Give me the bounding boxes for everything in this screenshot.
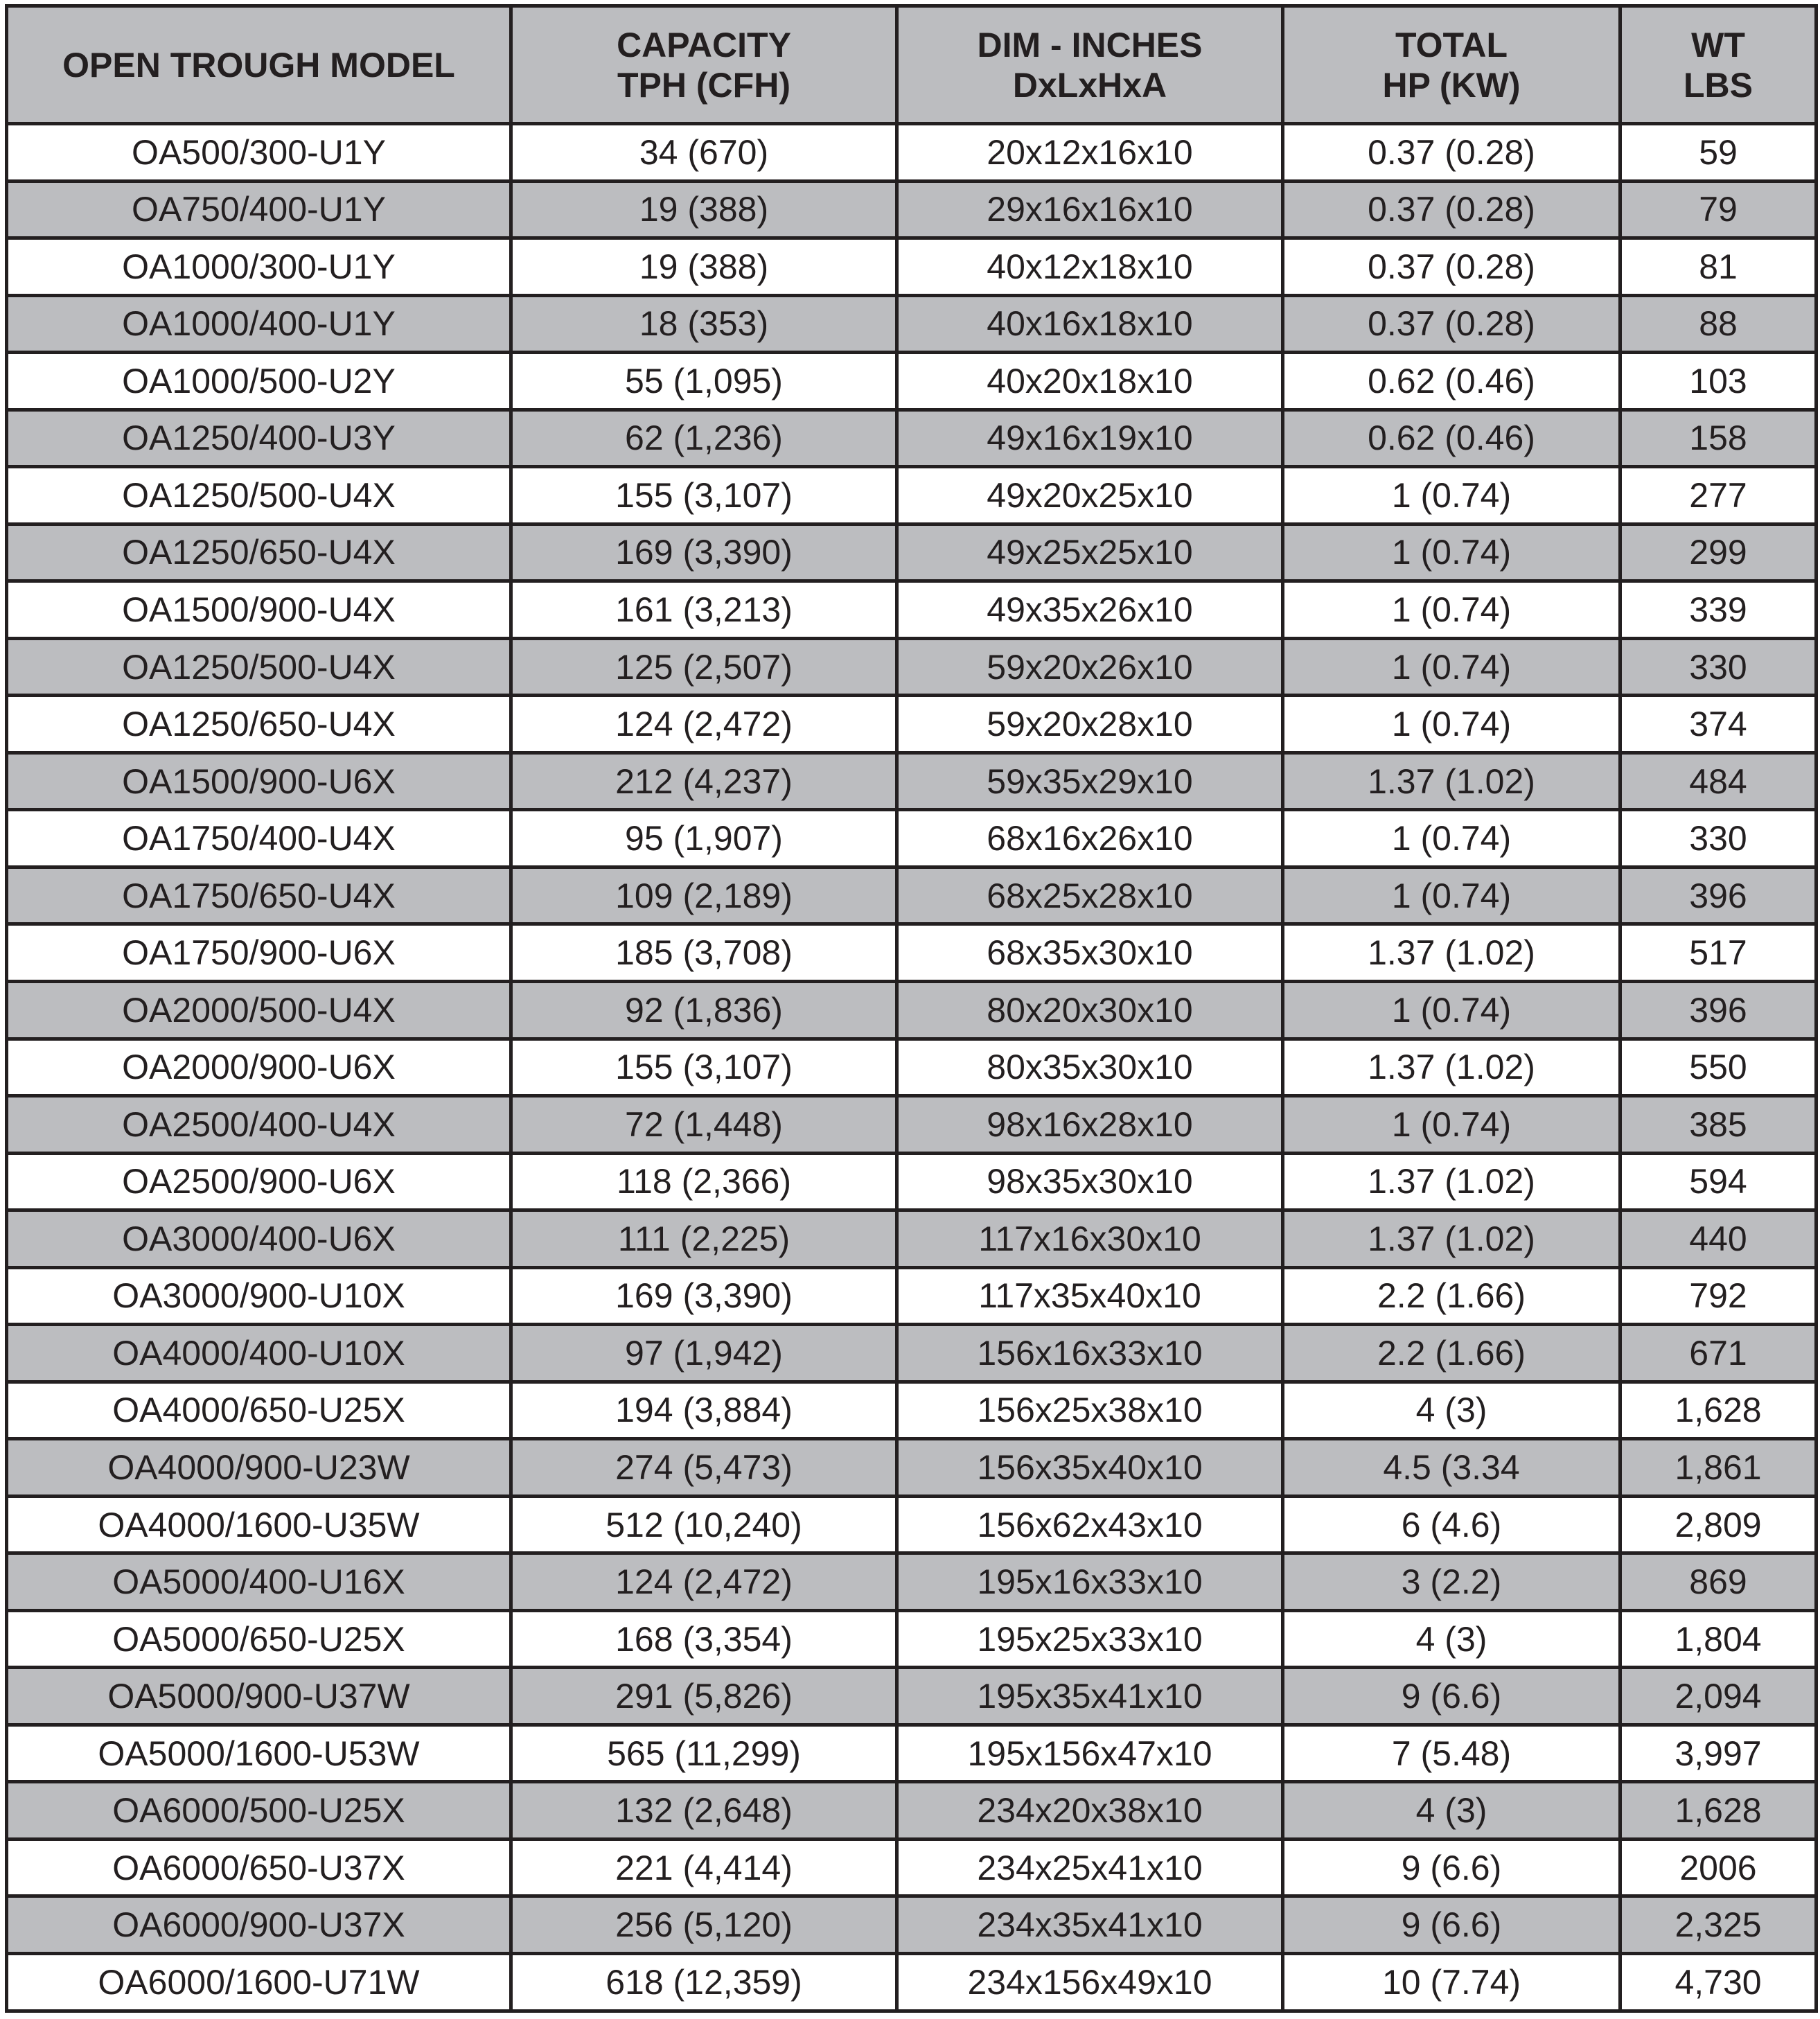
cell-capacity: 118 (2,366) bbox=[511, 1153, 897, 1210]
cell-dimensions: 20x12x16x10 bbox=[897, 124, 1283, 182]
cell-capacity: 161 (3,213) bbox=[511, 581, 897, 639]
cell-dimensions: 117x16x30x10 bbox=[897, 1210, 1283, 1268]
cell-weight: 385 bbox=[1620, 1096, 1817, 1154]
cell-total-hp: 9 (6.6) bbox=[1283, 1668, 1620, 1725]
cell-weight: 2,809 bbox=[1620, 1496, 1817, 1553]
table-row bbox=[7, 1496, 1817, 1553]
table-row bbox=[7, 467, 1817, 524]
cell-weight: 2,094 bbox=[1620, 1668, 1817, 1725]
cell-weight: 1,861 bbox=[1620, 1439, 1817, 1497]
table-body bbox=[7, 124, 1817, 2011]
cell-weight: 792 bbox=[1620, 1267, 1817, 1325]
cell-weight: 299 bbox=[1620, 524, 1817, 581]
cell-capacity: 124 (2,472) bbox=[511, 1553, 897, 1611]
cell-model: OA4000/1600-U35W bbox=[7, 1496, 511, 1553]
cell-total-hp: 7 (5.48) bbox=[1283, 1725, 1620, 1782]
cell-total-hp: 4 (3) bbox=[1283, 1382, 1620, 1439]
cell-total-hp: 2.2 (1.66) bbox=[1283, 1267, 1620, 1325]
cell-dimensions: 98x16x28x10 bbox=[897, 1096, 1283, 1154]
table-row bbox=[7, 1725, 1817, 1782]
cell-capacity: 125 (2,507) bbox=[511, 638, 897, 696]
cell-capacity: 256 (5,120) bbox=[511, 1896, 897, 1954]
cell-total-hp: 1 (0.74) bbox=[1283, 981, 1620, 1039]
cell-model: OA2500/400-U4X bbox=[7, 1096, 511, 1154]
cell-model: OA1000/300-U1Y bbox=[7, 238, 511, 296]
cell-dimensions: 80x20x30x10 bbox=[897, 981, 1283, 1039]
header-capacity-line: TPH (CFH) bbox=[617, 65, 790, 105]
table-row bbox=[7, 1782, 1817, 1840]
cell-dimensions: 156x62x43x10 bbox=[897, 1496, 1283, 1553]
cell-capacity: 274 (5,473) bbox=[511, 1439, 897, 1497]
cell-capacity: 618 (12,359) bbox=[511, 1954, 897, 2011]
table-row bbox=[7, 924, 1817, 982]
cell-weight: 517 bbox=[1620, 924, 1817, 982]
cell-model: OA750/400-U1Y bbox=[7, 181, 511, 238]
cell-weight: 2006 bbox=[1620, 1839, 1817, 1896]
table-row bbox=[7, 981, 1817, 1039]
cell-capacity: 111 (2,225) bbox=[511, 1210, 897, 1268]
cell-model: OA1000/500-U2Y bbox=[7, 353, 511, 410]
cell-weight: 88 bbox=[1620, 295, 1817, 353]
cell-dimensions: 98x35x30x10 bbox=[897, 1153, 1283, 1210]
cell-model: OA2000/900-U6X bbox=[7, 1039, 511, 1096]
cell-dimensions: 156x25x38x10 bbox=[897, 1382, 1283, 1439]
cell-model: OA5000/1600-U53W bbox=[7, 1725, 511, 1782]
cell-capacity: 19 (388) bbox=[511, 238, 897, 296]
table-row bbox=[7, 638, 1817, 696]
cell-total-hp: 1 (0.74) bbox=[1283, 1096, 1620, 1154]
cell-weight: 396 bbox=[1620, 981, 1817, 1039]
cell-total-hp: 0.37 (0.28) bbox=[1283, 238, 1620, 296]
cell-dimensions: 40x12x18x10 bbox=[897, 238, 1283, 296]
table-row bbox=[7, 1553, 1817, 1611]
cell-model: OA3000/900-U10X bbox=[7, 1267, 511, 1325]
cell-model: OA6000/650-U37X bbox=[7, 1839, 511, 1896]
header-open-trough-model-line: OPEN TROUGH MODEL bbox=[62, 45, 455, 85]
cell-total-hp: 1.37 (1.02) bbox=[1283, 752, 1620, 810]
cell-capacity: 155 (3,107) bbox=[511, 467, 897, 524]
cell-capacity: 132 (2,648) bbox=[511, 1782, 897, 1840]
cell-weight: 330 bbox=[1620, 638, 1817, 696]
cell-model: OA1250/650-U4X bbox=[7, 696, 511, 753]
header-capacity bbox=[511, 6, 897, 124]
cell-model: OA1000/400-U1Y bbox=[7, 295, 511, 353]
cell-total-hp: 4 (3) bbox=[1283, 1782, 1620, 1840]
cell-capacity: 109 (2,189) bbox=[511, 867, 897, 924]
cell-dimensions: 29x16x16x10 bbox=[897, 181, 1283, 238]
cell-weight: 440 bbox=[1620, 1210, 1817, 1268]
cell-capacity: 169 (3,390) bbox=[511, 524, 897, 581]
table-row bbox=[7, 1325, 1817, 1382]
cell-capacity: 95 (1,907) bbox=[511, 810, 897, 867]
cell-total-hp: 1 (0.74) bbox=[1283, 867, 1620, 924]
cell-capacity: 194 (3,884) bbox=[511, 1382, 897, 1439]
cell-model: OA1750/400-U4X bbox=[7, 810, 511, 867]
table-row bbox=[7, 1382, 1817, 1439]
cell-capacity: 155 (3,107) bbox=[511, 1039, 897, 1096]
cell-capacity: 291 (5,826) bbox=[511, 1668, 897, 1725]
cell-capacity: 169 (3,390) bbox=[511, 1267, 897, 1325]
cell-weight: 550 bbox=[1620, 1039, 1817, 1096]
table-row bbox=[7, 124, 1817, 182]
table-row bbox=[7, 181, 1817, 238]
cell-model: OA3000/400-U6X bbox=[7, 1210, 511, 1268]
table-row bbox=[7, 752, 1817, 810]
header-capacity-line: CAPACITY bbox=[617, 25, 791, 64]
header-dimensions-line: DxLxHxA bbox=[1012, 65, 1167, 105]
cell-total-hp: 1 (0.74) bbox=[1283, 696, 1620, 753]
table-row bbox=[7, 1210, 1817, 1268]
cell-weight: 59 bbox=[1620, 124, 1817, 182]
cell-weight: 1,628 bbox=[1620, 1382, 1817, 1439]
cell-capacity: 97 (1,942) bbox=[511, 1325, 897, 1382]
table-row bbox=[7, 581, 1817, 639]
cell-capacity: 512 (10,240) bbox=[511, 1496, 897, 1553]
cell-total-hp: 0.37 (0.28) bbox=[1283, 295, 1620, 353]
cell-weight: 396 bbox=[1620, 867, 1817, 924]
cell-dimensions: 49x25x25x10 bbox=[897, 524, 1283, 581]
cell-dimensions: 195x25x33x10 bbox=[897, 1610, 1283, 1668]
cell-total-hp: 0.62 (0.46) bbox=[1283, 409, 1620, 467]
cell-dimensions: 234x25x41x10 bbox=[897, 1839, 1283, 1896]
cell-total-hp: 1.37 (1.02) bbox=[1283, 1210, 1620, 1268]
cell-total-hp: 6 (4.6) bbox=[1283, 1496, 1620, 1553]
cell-dimensions: 234x20x38x10 bbox=[897, 1782, 1283, 1840]
cell-dimensions: 68x25x28x10 bbox=[897, 867, 1283, 924]
cell-model: OA1250/650-U4X bbox=[7, 524, 511, 581]
cell-weight: 1,804 bbox=[1620, 1610, 1817, 1668]
cell-dimensions: 195x35x41x10 bbox=[897, 1668, 1283, 1725]
cell-total-hp: 1 (0.74) bbox=[1283, 810, 1620, 867]
cell-capacity: 62 (1,236) bbox=[511, 409, 897, 467]
table-row bbox=[7, 1668, 1817, 1725]
cell-weight: 869 bbox=[1620, 1553, 1817, 1611]
cell-capacity: 18 (353) bbox=[511, 295, 897, 353]
table-row bbox=[7, 1896, 1817, 1954]
cell-total-hp: 4 (3) bbox=[1283, 1610, 1620, 1668]
cell-weight: 671 bbox=[1620, 1325, 1817, 1382]
cell-model: OA6000/1600-U71W bbox=[7, 1954, 511, 2011]
header-row bbox=[7, 6, 1817, 124]
header-weight-line: LBS bbox=[1684, 65, 1753, 105]
cell-total-hp: 3 (2.2) bbox=[1283, 1553, 1620, 1611]
cell-model: OA5000/400-U16X bbox=[7, 1553, 511, 1611]
cell-dimensions: 195x16x33x10 bbox=[897, 1553, 1283, 1611]
cell-dimensions: 68x16x26x10 bbox=[897, 810, 1283, 867]
header-total-hp-line: HP (KW) bbox=[1382, 65, 1521, 105]
header-total-hp-line: TOTAL bbox=[1395, 25, 1508, 64]
cell-total-hp: 1.37 (1.02) bbox=[1283, 924, 1620, 982]
cell-total-hp: 9 (6.6) bbox=[1283, 1896, 1620, 1954]
header-weight-line: WT bbox=[1691, 25, 1745, 64]
cell-model: OA4000/400-U10X bbox=[7, 1325, 511, 1382]
table-header bbox=[7, 6, 1817, 124]
cell-dimensions: 49x35x26x10 bbox=[897, 581, 1283, 639]
header-dimensions-line: DIM - INCHES bbox=[977, 25, 1203, 64]
table-row bbox=[7, 353, 1817, 410]
cell-total-hp: 0.37 (0.28) bbox=[1283, 181, 1620, 238]
cell-total-hp: 1 (0.74) bbox=[1283, 581, 1620, 639]
header-dimensions bbox=[897, 6, 1283, 124]
cell-weight: 374 bbox=[1620, 696, 1817, 753]
cell-dimensions: 234x35x41x10 bbox=[897, 1896, 1283, 1954]
table-row bbox=[7, 1096, 1817, 1154]
cell-capacity: 92 (1,836) bbox=[511, 981, 897, 1039]
cell-model: OA500/300-U1Y bbox=[7, 124, 511, 182]
cell-model: OA1250/500-U4X bbox=[7, 638, 511, 696]
cell-model: OA1500/900-U4X bbox=[7, 581, 511, 639]
cell-model: OA5000/650-U25X bbox=[7, 1610, 511, 1668]
cell-weight: 158 bbox=[1620, 409, 1817, 467]
table-row bbox=[7, 295, 1817, 353]
cell-dimensions: 59x20x26x10 bbox=[897, 638, 1283, 696]
cell-total-hp: 1 (0.74) bbox=[1283, 467, 1620, 524]
table-row bbox=[7, 810, 1817, 867]
header-open-trough-model bbox=[7, 6, 511, 124]
cell-capacity: 124 (2,472) bbox=[511, 696, 897, 753]
table-row bbox=[7, 1839, 1817, 1896]
cell-capacity: 19 (388) bbox=[511, 181, 897, 238]
cell-weight: 594 bbox=[1620, 1153, 1817, 1210]
cell-dimensions: 234x156x49x10 bbox=[897, 1954, 1283, 2011]
cell-model: OA2000/500-U4X bbox=[7, 981, 511, 1039]
cell-dimensions: 156x16x33x10 bbox=[897, 1325, 1283, 1382]
cell-dimensions: 156x35x40x10 bbox=[897, 1439, 1283, 1497]
cell-model: OA5000/900-U37W bbox=[7, 1668, 511, 1725]
cell-model: OA4000/900-U23W bbox=[7, 1439, 511, 1497]
cell-weight: 330 bbox=[1620, 810, 1817, 867]
cell-total-hp: 2.2 (1.66) bbox=[1283, 1325, 1620, 1382]
cell-total-hp: 1 (0.74) bbox=[1283, 524, 1620, 581]
open-trough-spec-table bbox=[5, 4, 1818, 2013]
cell-weight: 4,730 bbox=[1620, 1954, 1817, 2011]
cell-capacity: 72 (1,448) bbox=[511, 1096, 897, 1154]
cell-capacity: 34 (670) bbox=[511, 124, 897, 182]
cell-weight: 3,997 bbox=[1620, 1725, 1817, 1782]
cell-model: OA4000/650-U25X bbox=[7, 1382, 511, 1439]
cell-total-hp: 10 (7.74) bbox=[1283, 1954, 1620, 2011]
cell-model: OA2500/900-U6X bbox=[7, 1153, 511, 1210]
table-row bbox=[7, 1610, 1817, 1668]
cell-dimensions: 49x16x19x10 bbox=[897, 409, 1283, 467]
table-row bbox=[7, 867, 1817, 924]
table-row bbox=[7, 409, 1817, 467]
cell-dimensions: 59x20x28x10 bbox=[897, 696, 1283, 753]
table-row bbox=[7, 524, 1817, 581]
cell-weight: 2,325 bbox=[1620, 1896, 1817, 1954]
cell-capacity: 221 (4,414) bbox=[511, 1839, 897, 1896]
cell-total-hp: 4.5 (3.34 bbox=[1283, 1439, 1620, 1497]
cell-dimensions: 117x35x40x10 bbox=[897, 1267, 1283, 1325]
cell-weight: 1,628 bbox=[1620, 1782, 1817, 1840]
cell-total-hp: 0.37 (0.28) bbox=[1283, 124, 1620, 182]
cell-capacity: 565 (11,299) bbox=[511, 1725, 897, 1782]
table-row bbox=[7, 696, 1817, 753]
header-total-hp bbox=[1283, 6, 1620, 124]
cell-weight: 103 bbox=[1620, 353, 1817, 410]
cell-model: OA6000/900-U37X bbox=[7, 1896, 511, 1954]
table-row bbox=[7, 1954, 1817, 2011]
table-row bbox=[7, 1439, 1817, 1497]
cell-dimensions: 40x20x18x10 bbox=[897, 353, 1283, 410]
cell-total-hp: 1 (0.74) bbox=[1283, 638, 1620, 696]
table-row bbox=[7, 1267, 1817, 1325]
table-row bbox=[7, 1039, 1817, 1096]
cell-dimensions: 59x35x29x10 bbox=[897, 752, 1283, 810]
cell-weight: 81 bbox=[1620, 238, 1817, 296]
table-row bbox=[7, 238, 1817, 296]
cell-capacity: 55 (1,095) bbox=[511, 353, 897, 410]
cell-total-hp: 1.37 (1.02) bbox=[1283, 1039, 1620, 1096]
cell-model: OA1250/400-U3Y bbox=[7, 409, 511, 467]
cell-model: OA1250/500-U4X bbox=[7, 467, 511, 524]
cell-weight: 277 bbox=[1620, 467, 1817, 524]
cell-model: OA1750/650-U4X bbox=[7, 867, 511, 924]
cell-weight: 339 bbox=[1620, 581, 1817, 639]
cell-model: OA1750/900-U6X bbox=[7, 924, 511, 982]
cell-dimensions: 49x20x25x10 bbox=[897, 467, 1283, 524]
cell-capacity: 185 (3,708) bbox=[511, 924, 897, 982]
header-weight bbox=[1620, 6, 1817, 124]
cell-weight: 79 bbox=[1620, 181, 1817, 238]
cell-weight: 484 bbox=[1620, 752, 1817, 810]
cell-capacity: 212 (4,237) bbox=[511, 752, 897, 810]
cell-total-hp: 9 (6.6) bbox=[1283, 1839, 1620, 1896]
cell-model: OA6000/500-U25X bbox=[7, 1782, 511, 1840]
cell-capacity: 168 (3,354) bbox=[511, 1610, 897, 1668]
cell-dimensions: 80x35x30x10 bbox=[897, 1039, 1283, 1096]
table-row bbox=[7, 1153, 1817, 1210]
cell-dimensions: 68x35x30x10 bbox=[897, 924, 1283, 982]
cell-dimensions: 195x156x47x10 bbox=[897, 1725, 1283, 1782]
cell-model: OA1500/900-U6X bbox=[7, 752, 511, 810]
cell-total-hp: 0.62 (0.46) bbox=[1283, 353, 1620, 410]
cell-dimensions: 40x16x18x10 bbox=[897, 295, 1283, 353]
cell-total-hp: 1.37 (1.02) bbox=[1283, 1153, 1620, 1210]
